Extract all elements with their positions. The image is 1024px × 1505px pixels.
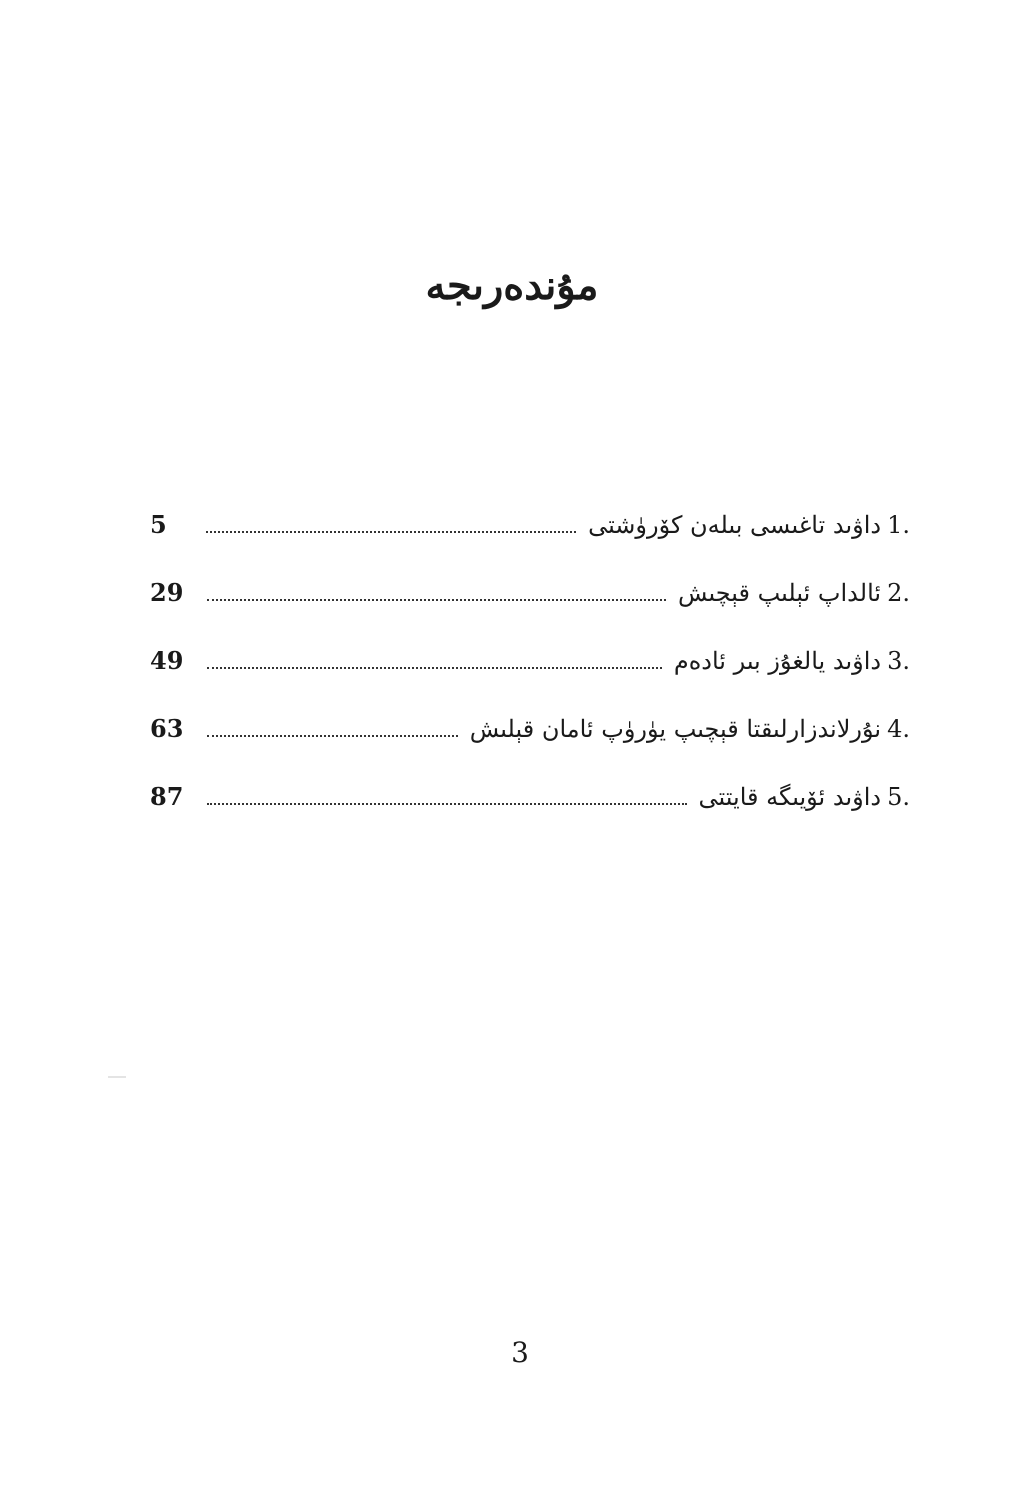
toc-entry[interactable]	[150, 510, 910, 578]
dot-leader	[207, 599, 666, 601]
toc-entry[interactable]	[150, 578, 910, 646]
toc-entry-title: داۋىد تاغىسى بىلەن كۆرۈشتى	[588, 511, 882, 539]
dot-leader	[207, 667, 661, 669]
toc-entry-number: 3.	[887, 647, 910, 675]
page-number: 3	[511, 1336, 529, 1369]
toc-entry-number: 4.	[887, 715, 910, 743]
toc-entry-title: داۋىد يالغۇز بىر ئادەم	[673, 647, 882, 675]
dot-leader	[207, 803, 686, 805]
toc-entry-page: 49	[150, 646, 184, 675]
scan-speck	[108, 1076, 126, 1078]
toc-entry-page: 63	[150, 714, 184, 743]
toc-entry-title: ئالداپ ئېلىپ قېچىش	[677, 579, 882, 607]
toc-entry-number: 2.	[887, 579, 910, 607]
toc-entry[interactable]	[150, 646, 910, 714]
toc-entry-page: 5	[150, 510, 167, 539]
toc-entry-page: 29	[150, 578, 184, 607]
toc-entry[interactable]	[150, 782, 910, 850]
toc-heading: مۇندەرىجە	[425, 262, 599, 309]
toc-entry-title: داۋىد ئۆيىگە قايتتى	[698, 783, 882, 811]
toc-entry-number: 1.	[887, 511, 910, 539]
toc-entry-title: نۇرلاندزارلىقتا قېچىپ يۈرۈپ ئامان قېلىش	[469, 715, 882, 743]
table-of-contents	[150, 510, 910, 850]
dot-leader	[207, 735, 457, 737]
toc-entry-page: 87	[150, 782, 184, 811]
toc-entry-number: 5.	[887, 783, 910, 811]
dot-leader	[206, 531, 576, 533]
toc-entry[interactable]	[150, 714, 910, 782]
